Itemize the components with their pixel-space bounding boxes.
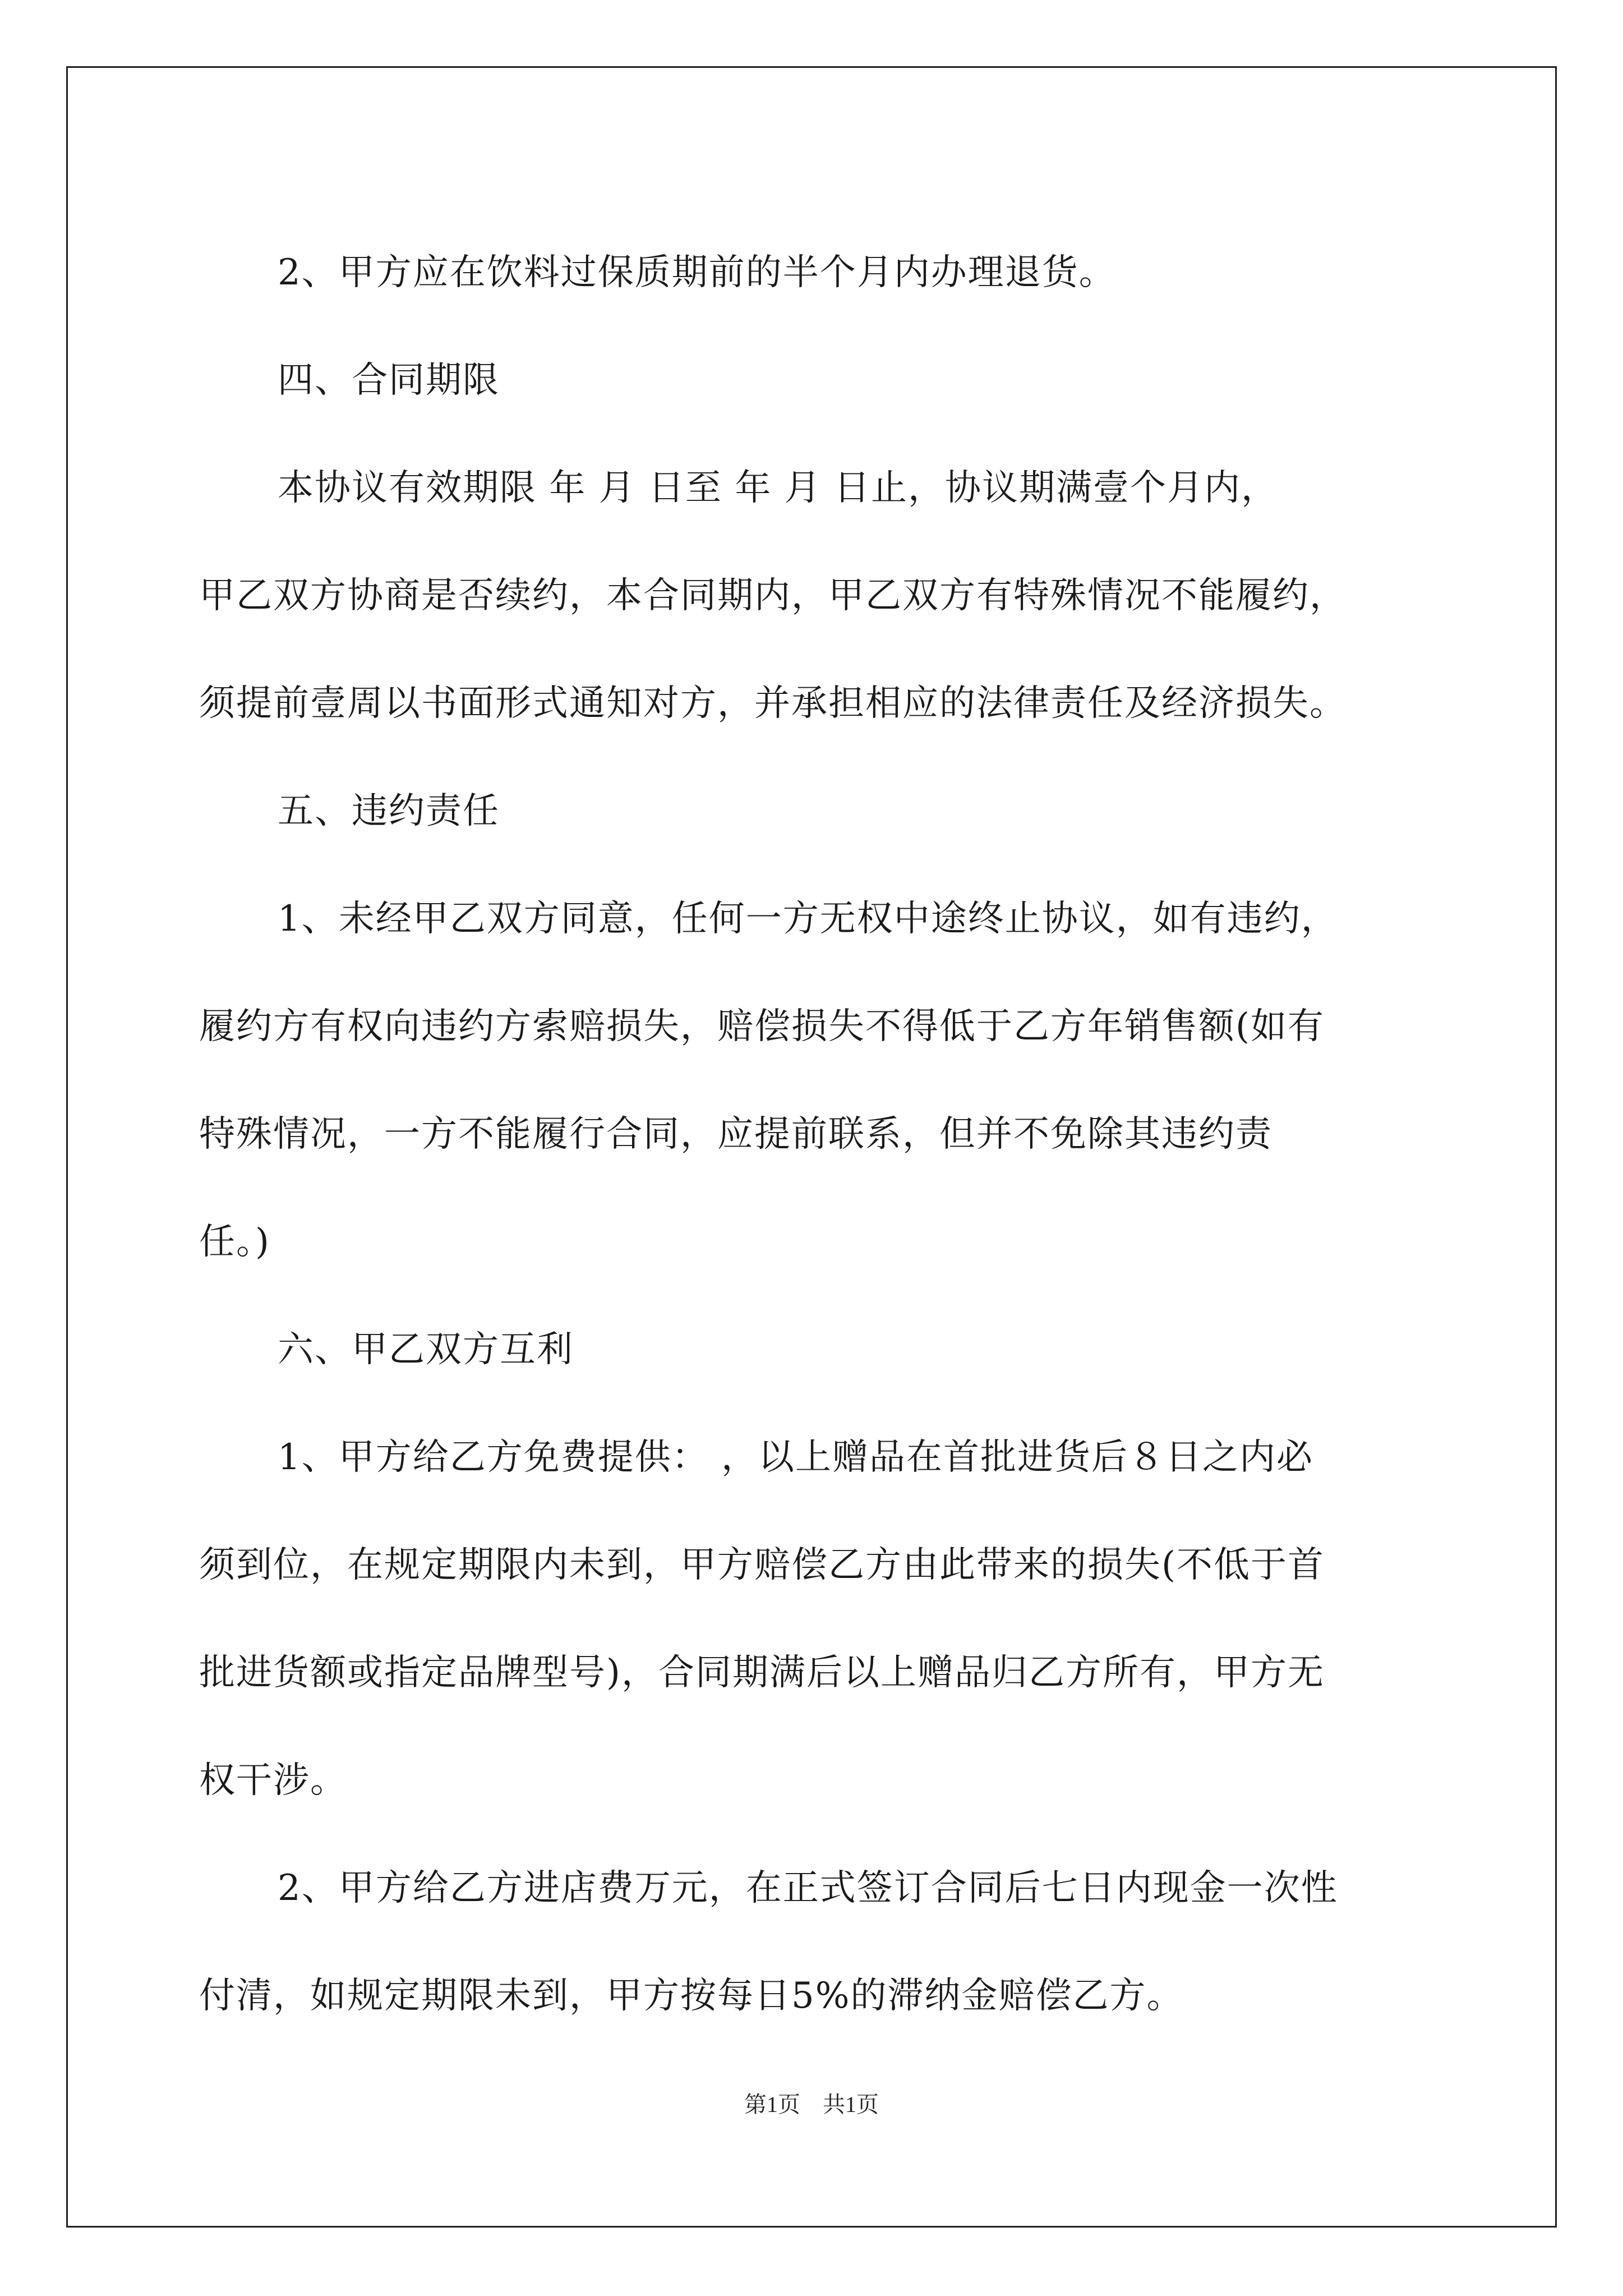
paragraph-line: 1、未经甲乙双方同意，任何一方无权中途终止协议，如有违约， <box>278 898 1338 940</box>
paragraph-line: 2、甲方给乙方进店费万元，在正式签订合同后七日内现金一次性 <box>278 1867 1338 1909</box>
paragraph-line: 付清，如规定期限未到，甲方按每日5%的滞纳金赔偿乙方。 <box>199 1975 1184 2017</box>
paragraph-line: 特殊情况，一方不能履行合同，应提前联系，但并不免除其违约责 <box>199 1114 1272 1155</box>
paragraph-line: 五、违约责任 <box>278 790 500 832</box>
page-total: 共1页 <box>823 2092 879 2117</box>
paragraph-line: 六、甲乙双方互利 <box>278 1329 574 1370</box>
paragraph-line: 2、甲方应在饮料过保质期前的半个月内办理退货。 <box>278 252 1116 293</box>
page-number: 第1页 <box>744 2092 800 2117</box>
document-body <box>199 219 1433 2050</box>
paragraph-line: 须提前壹周以书面形式通知对方，并承担相应的法律责任及经济损失。 <box>199 683 1347 724</box>
paragraph-line: 履约方有权向违约方索赔损失，赔偿损失不得低于乙方年销售额(如有 <box>199 1006 1325 1047</box>
paragraph-line: 本协议有效期限 年 月 日至 年 月 日止，协议期满壹个月内， <box>278 467 1279 509</box>
paragraph-line: 须到位，在规定期限内未到，甲方赔偿乙方由此带来的损失(不低于首 <box>199 1544 1325 1586</box>
paragraph-line: 四、合同期限 <box>278 360 500 401</box>
paragraph-line: 任。) <box>199 1221 270 1263</box>
paragraph-line: 权干涉。 <box>199 1760 347 1801</box>
paragraph-line: 甲乙双方协商是否续约，本合同期内，甲乙双方有特殊情况不能履约， <box>199 575 1347 616</box>
page-footer <box>0 2087 1623 2119</box>
paragraph-line: 1、甲方给乙方免费提供： ，以上赠品在首批进货后８日之内必 <box>278 1437 1314 1478</box>
paragraph-line: 批进货额或指定品牌型号)，合同期满后以上赠品归乙方所有，甲方无 <box>199 1652 1325 1694</box>
